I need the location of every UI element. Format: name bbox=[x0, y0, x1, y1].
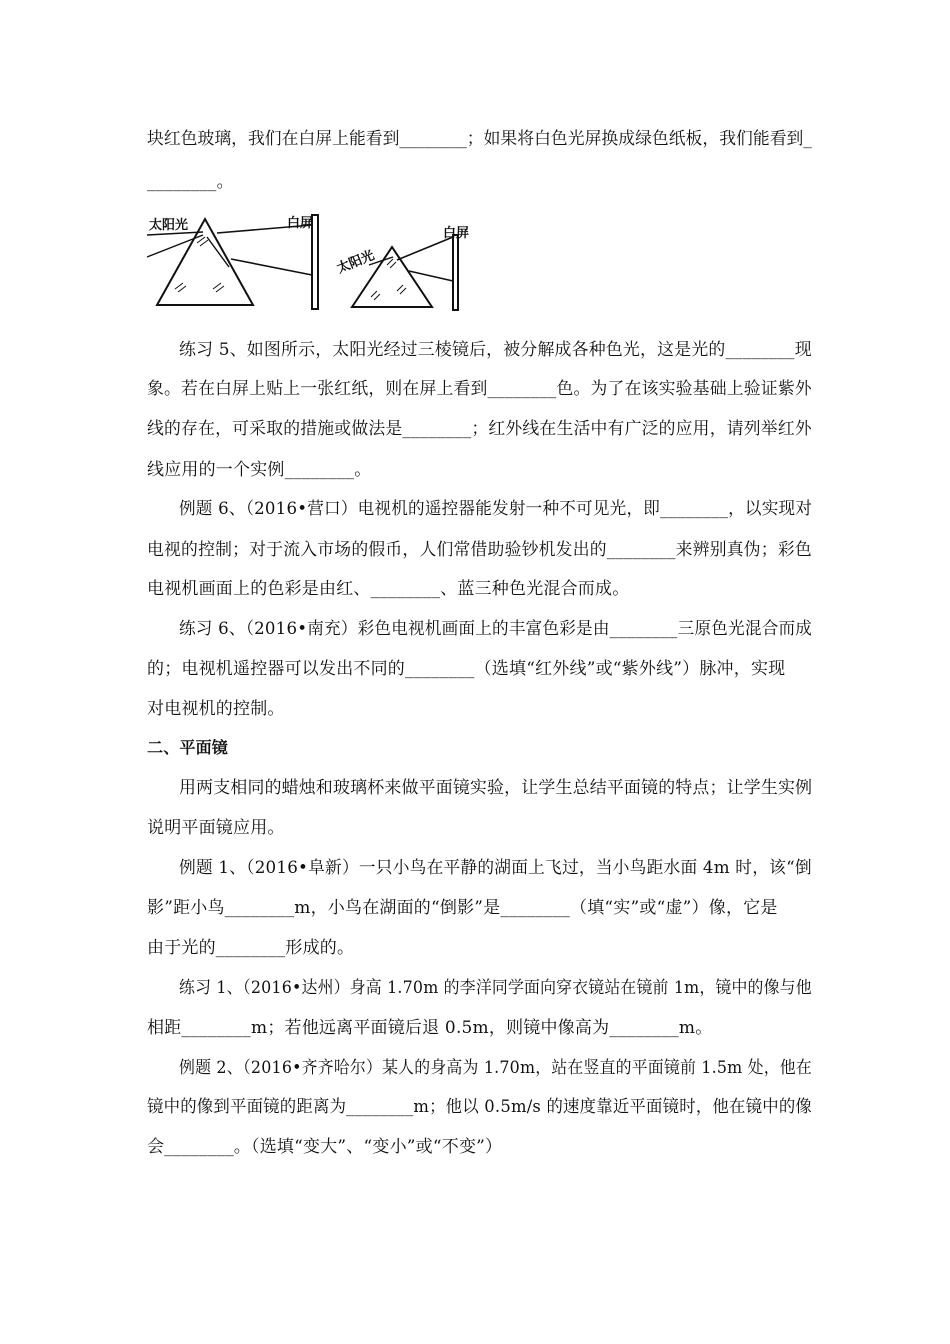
left-glass-mark-2 bbox=[200, 240, 208, 246]
example-1-line-3: 由于光的________形成的。 bbox=[147, 938, 355, 958]
prism-diagram bbox=[147, 205, 487, 320]
left-glass-mark-4 bbox=[178, 286, 186, 292]
left-screen-label: 白屏 bbox=[287, 216, 314, 231]
example-2-line-1: 例题 2、（2016•齐齐哈尔）某人的身高为 1.70m，站在竖直的平面镜前 1.5m 处，他在 bbox=[179, 1058, 812, 1078]
right-glass-mark-2 bbox=[390, 262, 396, 268]
prism-dispersion-figure bbox=[147, 205, 487, 320]
exercise-5-line-1: 练习 5、如图所示，太阳光经过三棱镜后，被分解成各种色光，这是光的________现 bbox=[179, 340, 812, 360]
text-line-2: ________。 bbox=[147, 172, 234, 192]
example-6-line-1: 例题 6、（2016•营口）电视机的遥控器能发射一种不可见光，即________，以实现对 bbox=[179, 499, 813, 519]
right-screen-label: 白屏 bbox=[443, 226, 470, 241]
left-glass-mark-5 bbox=[213, 283, 221, 289]
right-sunlight-label: 太阳光 bbox=[334, 248, 377, 277]
right-refracted-ray-bottom bbox=[409, 271, 453, 281]
exercise-5-line-2: 象。若在白屏上贴上一张红纸，则在屏上看到________色。为了在该实验基础上验证紫外 bbox=[147, 379, 812, 399]
exercise-1-line-1: 练习 1、（2016•达州）身高 1.70m 的李洋同学面向穿衣镜站在镜前 1m，镜中的像与他 bbox=[179, 978, 812, 998]
left-glass-mark-3 bbox=[175, 283, 183, 289]
exercise-6-line-2: 的；电视机遥控器可以发出不同的________（选填“红外线”或“紫外线”）脉冲，实现 bbox=[147, 659, 786, 679]
exercise-6-line-3: 对电视机的控制。 bbox=[147, 699, 285, 719]
right-glass-mark-6 bbox=[400, 288, 406, 294]
section-heading-plane-mirror: 二、平面镜 bbox=[147, 738, 229, 757]
example-2-line-3: 会________。（选填“变大”、“变小”或“不变”） bbox=[147, 1137, 503, 1157]
left-glass-mark-1 bbox=[197, 237, 205, 243]
exercise-5-line-3: 线的存在，可采取的措施或做法是________；红外线在生活中有广泛的应用，请列举红外 bbox=[147, 419, 812, 439]
example-1-line-2: 影”距小鸟________m，小鸟在湖面的“倒影”是________（填“实”或“虚”）像，它是 bbox=[147, 898, 778, 918]
example-6-line-2: 电视的控制；对于流入市场的假币，人们常借助验钞机发出的________来辨别真伪；彩色 bbox=[147, 540, 812, 560]
text-line-1: 块红色玻璃，我们在白屏上能看到________；如果将白色光屏换成绿色纸板，我们能看到_ bbox=[147, 129, 812, 149]
left-sunlight-label: 太阳光 bbox=[149, 218, 189, 233]
left-refracted-ray-bottom bbox=[231, 259, 312, 275]
right-glass-mark-3 bbox=[371, 291, 377, 297]
example-1-line-1: 例题 1、（2016•阜新）一只小鸟在平静的湖面上飞过，当小鸟距水面 4m 时，该“倒 bbox=[179, 858, 812, 878]
exercise-1-line-2: 相距________m；若他远离平面镜后退 0.5m，则镜中像高为________m。 bbox=[147, 1018, 713, 1038]
example-6-line-3: 电视机画面上的色彩是由红、________、蓝三种色光混合而成。 bbox=[147, 579, 630, 599]
exercise-5-line-4: 线应用的一个实例________。 bbox=[147, 460, 372, 480]
right-prism-group bbox=[335, 225, 470, 310]
left-prism-group bbox=[147, 215, 318, 309]
right-glass-mark-5 bbox=[397, 285, 403, 291]
left-glass-mark-6 bbox=[216, 286, 224, 292]
intro-line-2: 说明平面镜应用。 bbox=[147, 818, 285, 838]
right-glass-mark-1 bbox=[387, 259, 393, 265]
example-2-line-2: 镜中的像到平面镜的距离为________m；他以 0.5m/s 的速度靠近平面镜时，他在镜中的像 bbox=[147, 1097, 813, 1117]
exercise-6-line-1: 练习 6、（2016•南充）彩色电视机画面上的丰富色彩是由________三原色光混合而成 bbox=[179, 619, 813, 639]
left-incident-ray-lower bbox=[147, 235, 203, 257]
intro-line-1: 用两支相同的蜡烛和玻璃杯来做平面镜实验，让学生总结平面镜的特点；让学生实例 bbox=[179, 778, 813, 798]
right-white-screen bbox=[453, 235, 458, 310]
right-glass-mark-4 bbox=[374, 294, 380, 300]
